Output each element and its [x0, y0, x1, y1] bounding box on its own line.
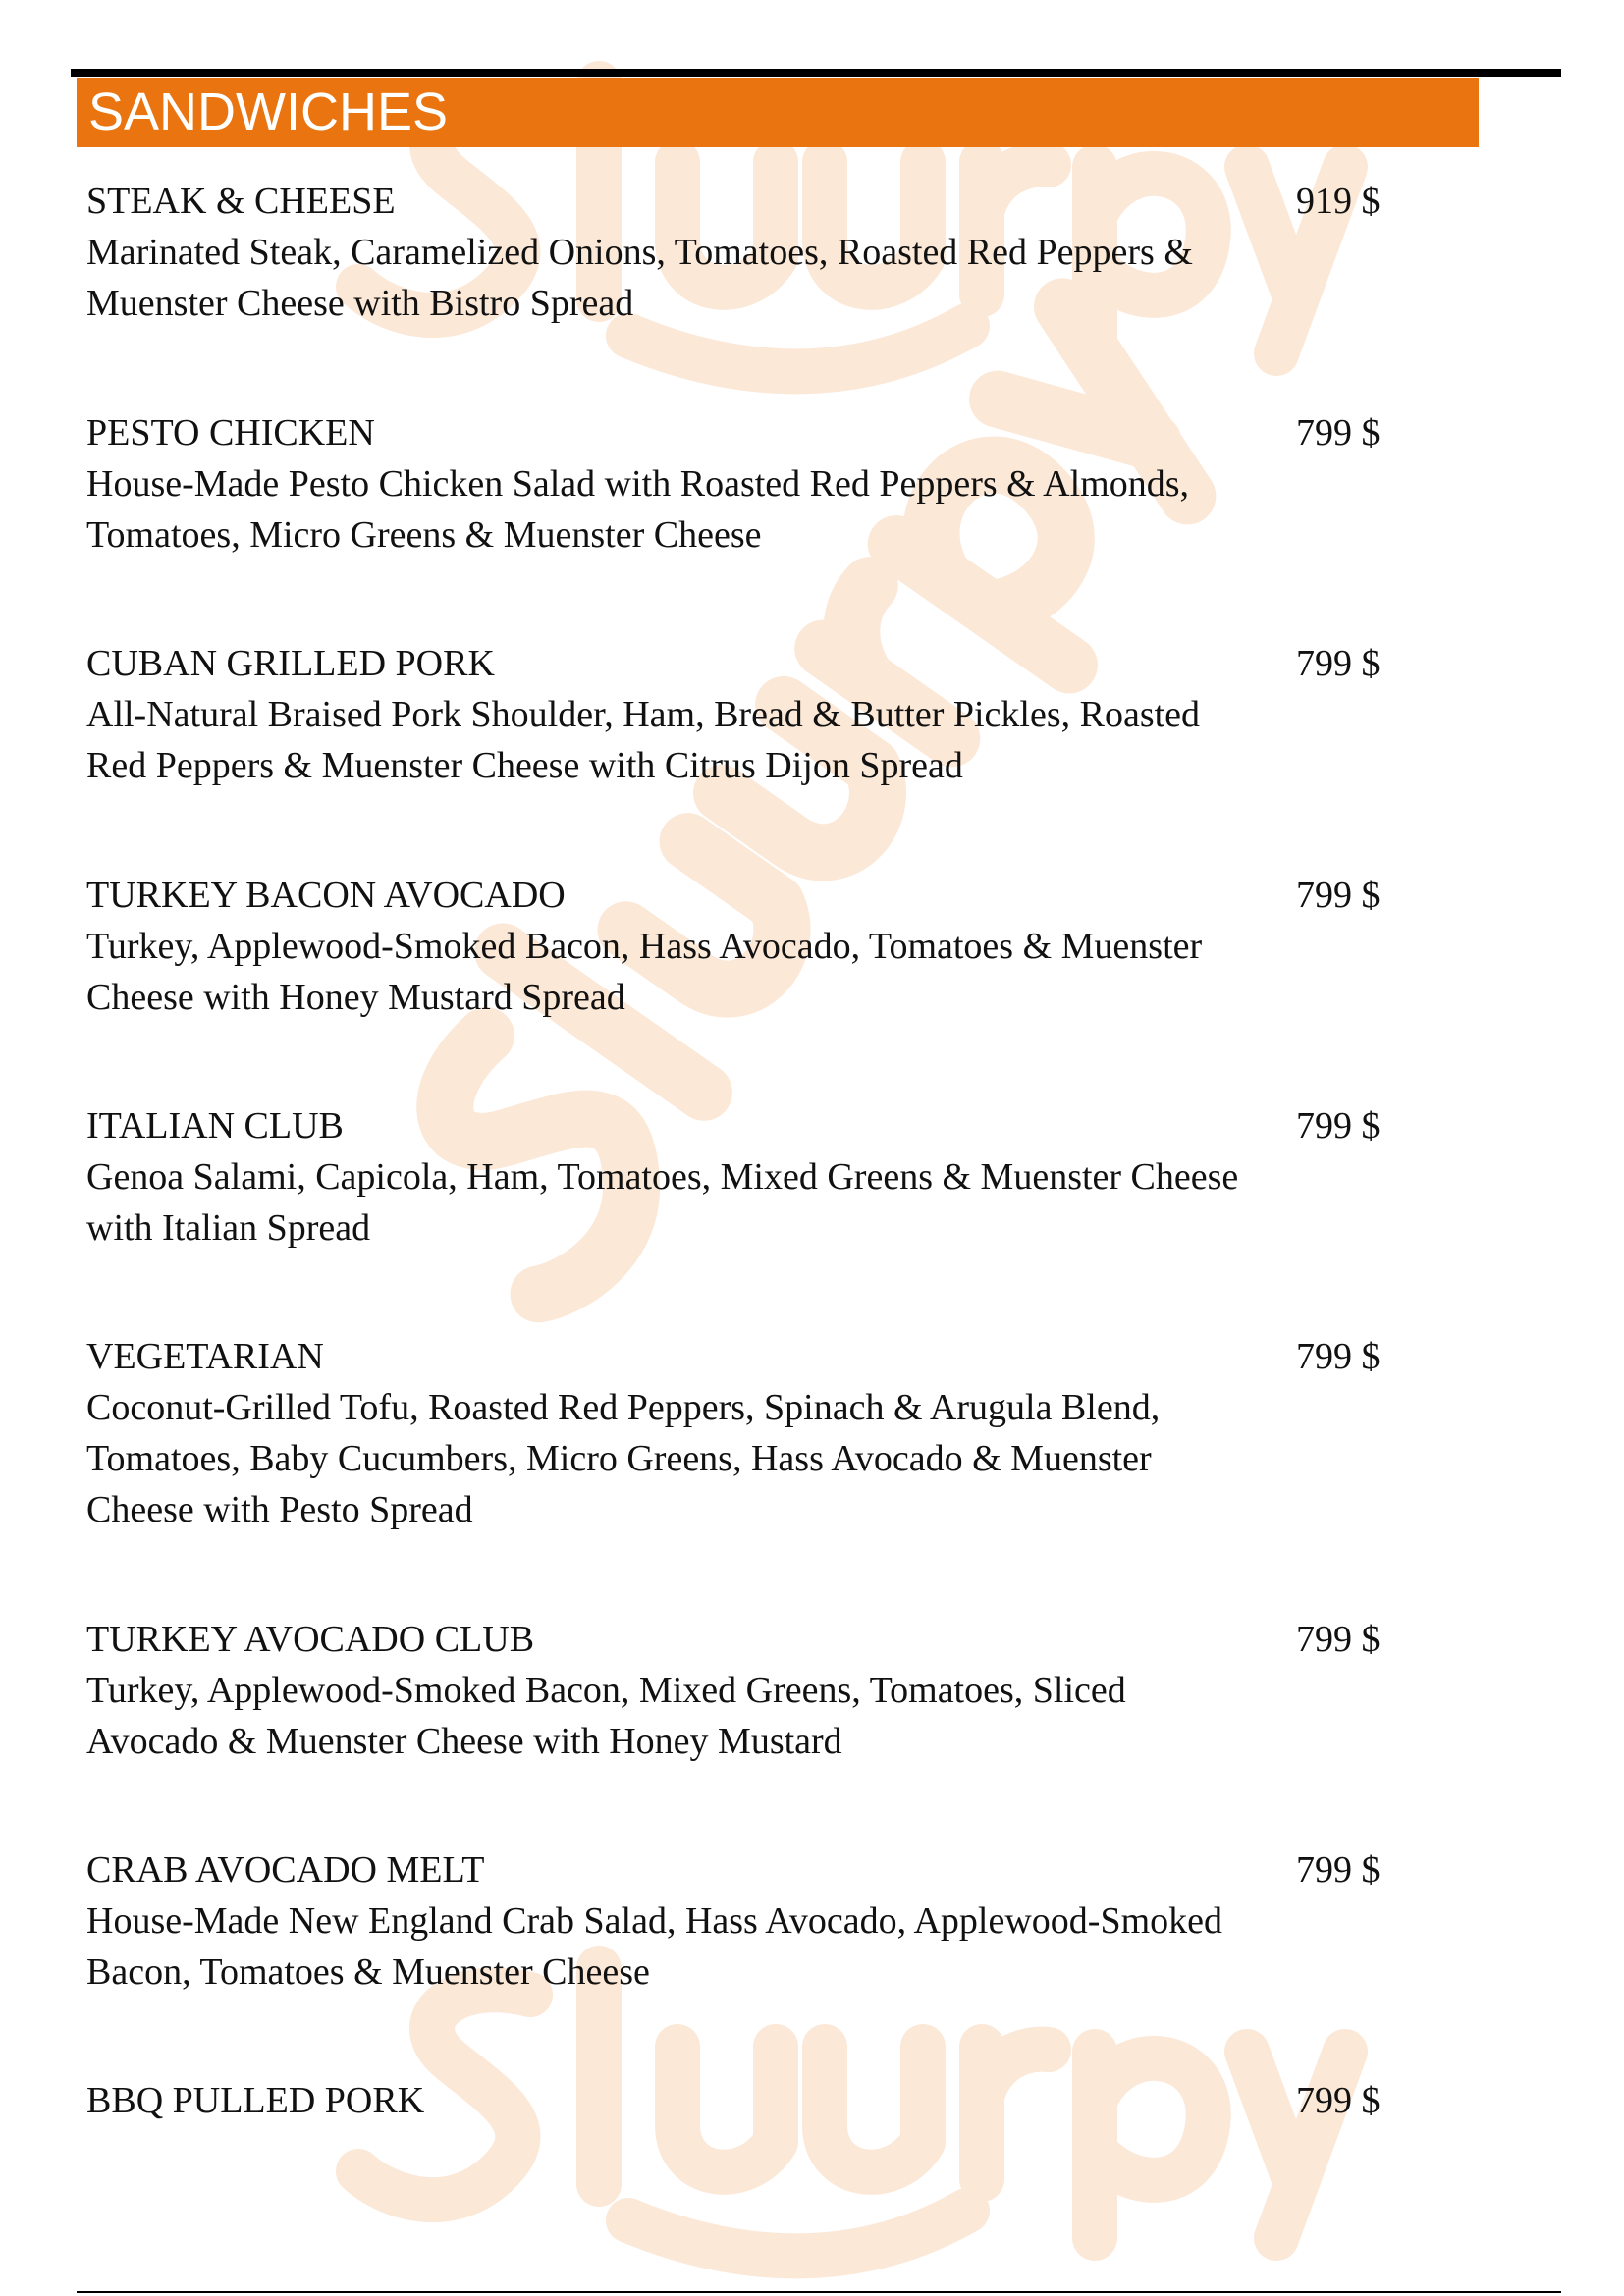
item-price: 799 $: [1296, 1105, 1380, 1147]
menu-item-crab-avocado-melt: [86, 1844, 1402, 1998]
item-price: 919 $: [1296, 181, 1380, 222]
item-price: 799 $: [1296, 1336, 1380, 1377]
item-price: 799 $: [1296, 1849, 1380, 1891]
item-price: 799 $: [1296, 2080, 1380, 2121]
menu-item-cuban-grilled-pork: [86, 638, 1402, 791]
menu-item-italian-club: [86, 1100, 1402, 1254]
menu-item-turkey-avocado-club: [86, 1614, 1402, 1767]
item-description: Genoa Salami, Capicola, Ham, Tomatoes, Mixed Greens & Muenster Cheese with Italian Spread: [86, 1156, 1239, 1249]
item-price: 799 $: [1296, 1619, 1380, 1660]
item-description: House-Made New England Crab Salad, Hass Avocado, Applewood-Smoked Bacon, Tomatoes & Muenster Cheese: [86, 1900, 1223, 1993]
section-title: SANDWICHES: [88, 82, 449, 141]
item-name: PESTO CHICKEN: [86, 412, 375, 454]
menu-item-vegetarian: [86, 1331, 1402, 1535]
item-name: CUBAN GRILLED PORK: [86, 643, 495, 684]
item-description: Turkey, Applewood-Smoked Bacon, Hass Avocado, Tomatoes & Muenster Cheese with Honey Mustard Spread: [86, 926, 1203, 1018]
item-name: TURKEY BACON AVOCADO: [86, 875, 566, 916]
item-description: House-Made Pesto Chicken Salad with Roasted Red Peppers & Almonds, Tomatoes, Micro Greens & Muenster Cheese: [86, 463, 1189, 556]
menu-item-turkey-bacon-avocado: [86, 870, 1402, 1023]
item-price: 799 $: [1296, 412, 1380, 454]
item-name: CRAB AVOCADO MELT: [86, 1849, 485, 1891]
bottom-rule: [77, 2291, 1561, 2293]
item-name: TURKEY AVOCADO CLUB: [86, 1619, 535, 1660]
item-name: ITALIAN CLUB: [86, 1105, 344, 1147]
section-header: [77, 78, 1479, 147]
menu-item-pesto-chicken: [86, 407, 1402, 561]
item-price: 799 $: [1296, 875, 1380, 916]
menu-item-bbq-pulled-pork: [86, 2075, 1402, 2126]
item-name: BBQ PULLED PORK: [86, 2080, 425, 2121]
item-description: All-Natural Braised Pork Shoulder, Ham, Bread & Butter Pickles, Roasted Red Peppers & Muenster Cheese with Citrus Dijon Spread: [86, 694, 1201, 786]
item-description: Coconut-Grilled Tofu, Roasted Red Peppers, Spinach & Arugula Blend, Tomatoes, Baby Cucumbers, Micro Greens, Hass Avocado & Muenster Cheese with Pesto Spread: [86, 1387, 1161, 1530]
top-rule: [71, 69, 1561, 77]
item-price: 799 $: [1296, 643, 1380, 684]
item-description: Turkey, Applewood-Smoked Bacon, Mixed Greens, Tomatoes, Sliced Avocado & Muenster Cheese with Honey Mustard: [86, 1670, 1126, 1762]
item-name: STEAK & CHEESE: [86, 181, 396, 222]
item-description: Marinated Steak, Caramelized Onions, Tomatoes, Roasted Red Peppers & Muenster Cheese with Bistro Spread: [86, 232, 1193, 324]
item-name: VEGETARIAN: [86, 1336, 324, 1377]
menu-item-steak-cheese: [86, 176, 1402, 329]
